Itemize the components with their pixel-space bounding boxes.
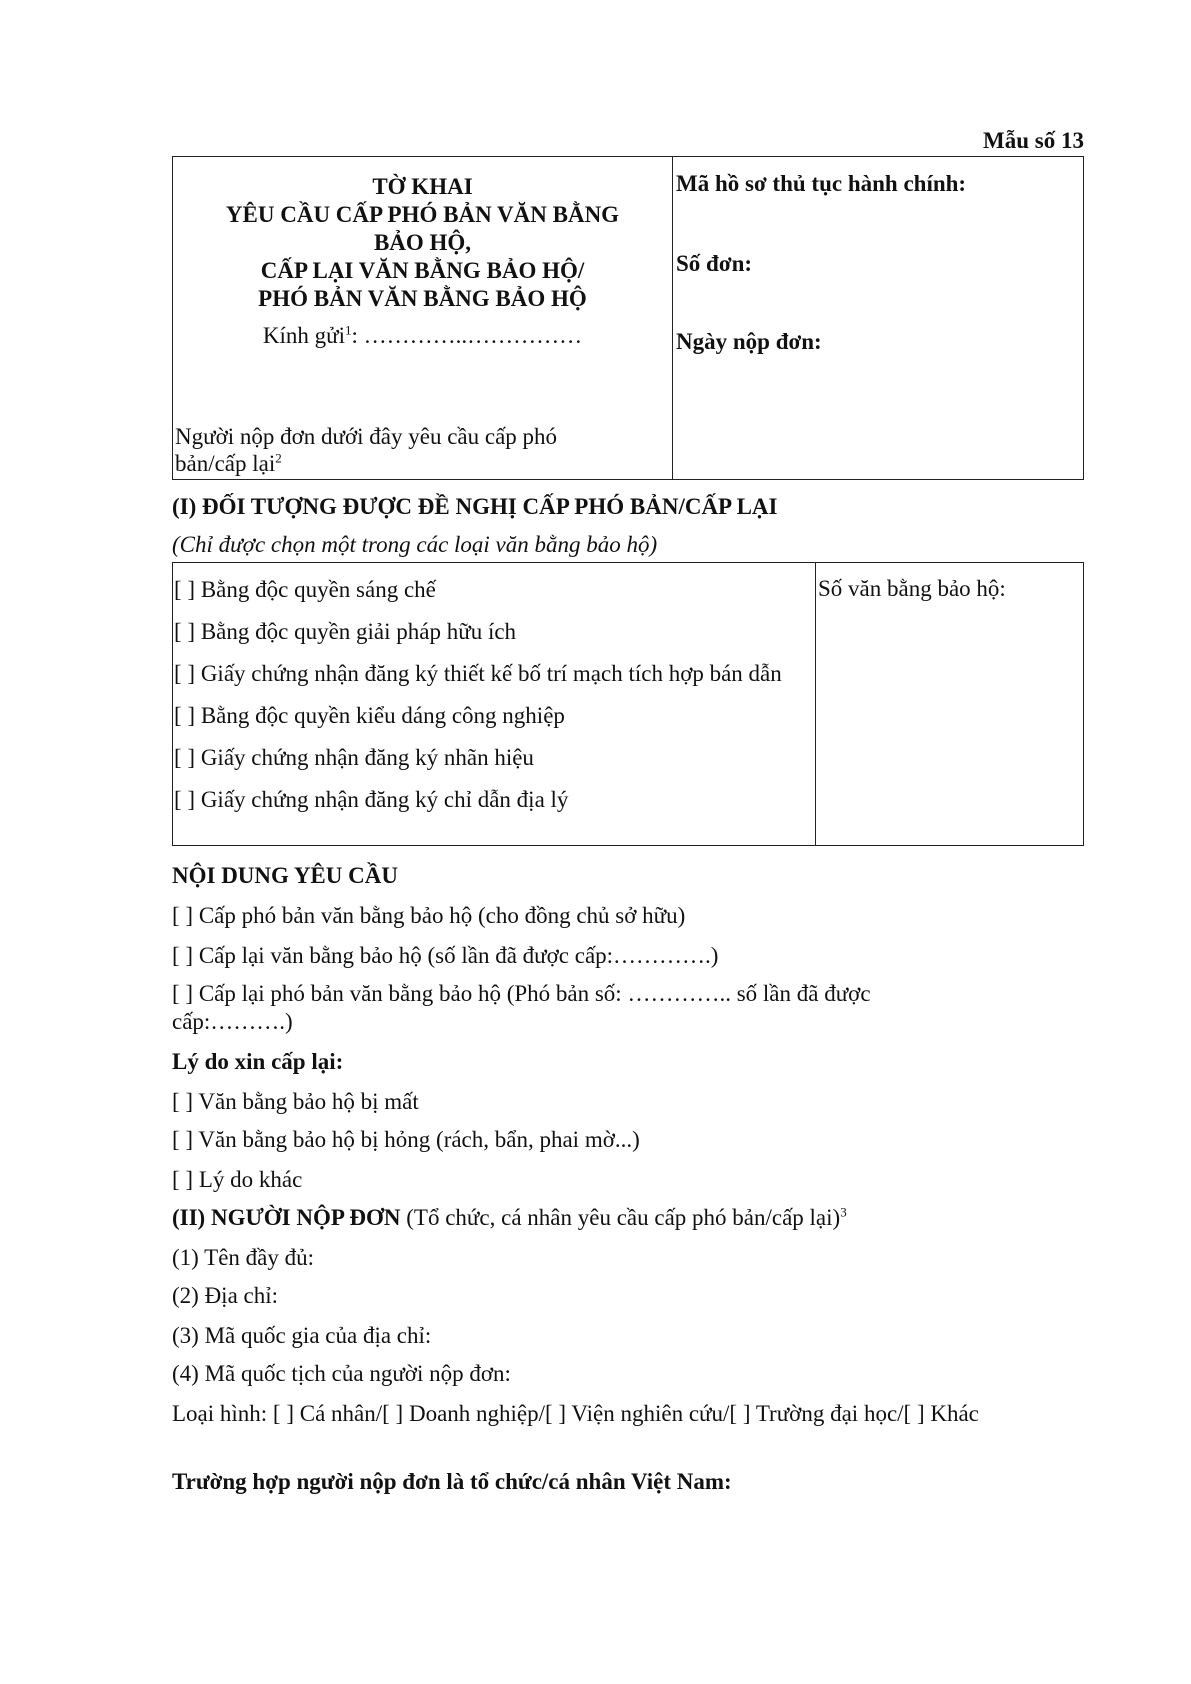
object-table [172, 562, 1084, 846]
admin-file-code-field[interactable]: Mã hồ sơ thủ tục hành chính: [676, 171, 967, 196]
form-title [173, 157, 672, 313]
header-left-cell [173, 157, 673, 479]
reason-title: Lý do xin cấp lại: [172, 1049, 344, 1074]
form-number: Mẫu số 13 [983, 128, 1084, 153]
recipient-label: Kính gửi [262, 323, 345, 348]
footnote-ref: 1 [344, 322, 352, 338]
option-trademark[interactable]: [ ] Giấy chứng nhận đăng ký nhãn hiệu [174, 745, 534, 770]
request-line: bản/cấp lại [175, 451, 276, 476]
request-line: Người nộp đơn dưới đây yêu cầu cấp phó [175, 424, 558, 449]
filing-date-field[interactable]: Ngày nộp đơn: [676, 329, 822, 354]
option-patent[interactable]: [ ] Bằng độc quyền sáng chế [174, 577, 436, 602]
reason-damaged[interactable]: [ ] Văn bằng bảo hộ bị hỏng (rách, bẩn, phai mờ...) [172, 1127, 640, 1152]
reason-lost[interactable]: [ ] Văn bằng bảo hộ bị mất [172, 1089, 419, 1114]
option-reissue[interactable]: [ ] Cấp lại văn bằng bảo hộ (số lần đã được cấp:………….) [172, 943, 719, 968]
title-line: CẤP LẠI VĂN BẰNG BẢO HỘ/ [260, 258, 585, 283]
section2-title [172, 1204, 1084, 1232]
full-name-field[interactable]: (1) Tên đầy đủ: [172, 1245, 315, 1270]
option-layout-design[interactable]: [ ] Giấy chứng nhận đăng ký thiết kế bố trí mạch tích hợp bán dẫn [174, 661, 782, 686]
footnote-ref: 2 [275, 450, 282, 466]
vietnam-applicant-heading: Trường hợp người nộp đơn là tổ chức/cá nhân Việt Nam: [172, 1469, 732, 1494]
title-line: PHÓ BẢN VĂN BẰNG BẢO HỘ [258, 286, 587, 311]
option-reissue-copy[interactable]: [ ] Cấp lại phó bản văn bằng bảo hộ (Phó bản số: ………….. số lần đã được cấp:……….) [172, 981, 871, 1034]
applicant-type-options[interactable]: Loại hình: [ ] Cá nhân/[ ] Doanh nghiệp/[ ] Viện nghiên cứu/[ ] Trường đại học/[ ] Khác [172, 1401, 979, 1426]
title-line: BẢO HỘ, [373, 230, 472, 255]
header-table [172, 156, 1084, 480]
application-number-field[interactable]: Số đơn: [676, 251, 753, 276]
address-country-code-field[interactable]: (3) Mã quốc gia của địa chỉ: [172, 1323, 432, 1348]
footnote-ref: 3 [840, 1204, 847, 1220]
recipient-blank[interactable]: : …………..…………… [351, 323, 583, 348]
request-content-title: NỘI DUNG YÊU CẦU [172, 863, 398, 888]
title-line: TỜ KHAI [372, 174, 473, 199]
title-line: YÊU CẦU CẤP PHÓ BẢN VĂN BẰNG [225, 202, 620, 227]
certificate-number-field[interactable]: Số văn bằng bảo hộ: [818, 576, 1006, 601]
option-geographical-indication[interactable]: [ ] Giấy chứng nhận đăng ký chỉ dẫn địa lý [174, 787, 569, 812]
reason-other[interactable]: [ ] Lý do khác [172, 1167, 303, 1192]
object-options [173, 563, 816, 845]
section2-title-bold: (II) NGƯỜI NỘP ĐƠN [172, 1205, 401, 1230]
option-copy-issue[interactable]: [ ] Cấp phó bản văn bằng bảo hộ (cho đồng chủ sở hữu) [172, 903, 686, 928]
recipient-line [173, 323, 672, 349]
request-statement [175, 423, 557, 477]
section1-note: (Chỉ được chọn một trong các loại văn bằng bảo hộ) [172, 532, 658, 557]
section1-title: (I) ĐỐI TƯỢNG ĐƯỢC ĐỀ NGHỊ CẤP PHÓ BẢN/CẤP LẠI [172, 494, 778, 519]
address-field[interactable]: (2) Địa chỉ: [172, 1283, 279, 1308]
header-right-cell [673, 157, 1083, 479]
nationality-code-field[interactable]: (4) Mã quốc tịch của người nộp đơn: [172, 1361, 511, 1386]
section2-title-rest: (Tổ chức, cá nhân yêu cầu cấp phó bản/cấp lại) [400, 1205, 841, 1230]
option-utility-solution[interactable]: [ ] Bằng độc quyền giải pháp hữu ích [174, 619, 517, 644]
option-industrial-design[interactable]: [ ] Bằng độc quyền kiểu dáng công nghiệp [174, 703, 565, 728]
